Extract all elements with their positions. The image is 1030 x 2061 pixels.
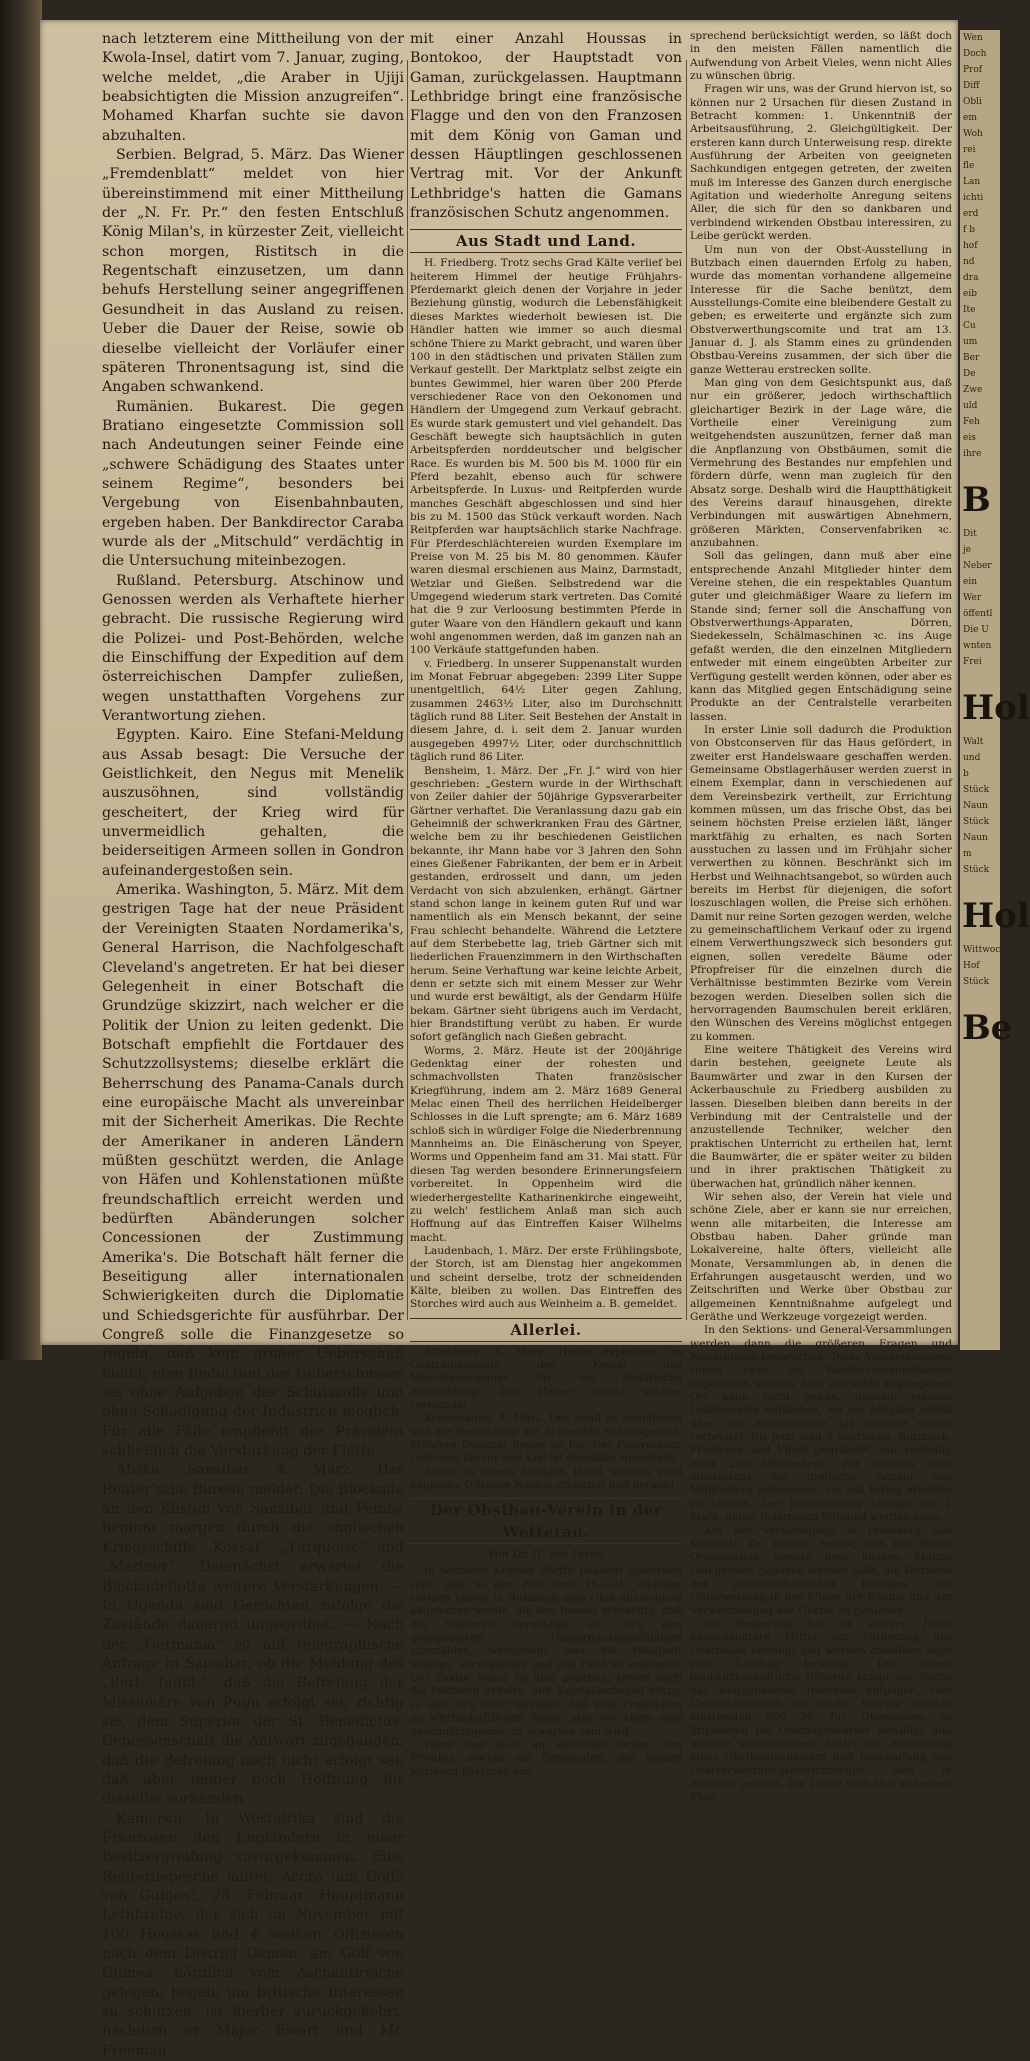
edge-text-fragment: ein <box>963 577 978 587</box>
edge-heading-fragment: Be <box>962 1008 1013 1048</box>
paragraph: Um nun von der Obst-Ausstellung in Butzbach einen dauernden Erfolg zu haben, wurde das momentan vorhandene allgemeine Interesse für die Sache benützt, dem Ausstellungs-Comite eine bleibendere Gestalt zu geben; es erweiterte und ergänzte sich zum Obstverwerthungscomite und trat am 13. Januar d. J. als Stamm eines zu gründenden Obstbau-Vereins zusammen, der sich über die ganze Wetterau erstrecken sollte. <box>690 243 952 376</box>
edge-text-fragment: fle <box>963 161 975 171</box>
edge-text-fragment: Woh <box>963 129 983 139</box>
edge-text-fragment: um <box>963 337 978 347</box>
edge-text-fragment: Zwe <box>963 385 983 395</box>
paragraph: Worms, 2. März. Heute ist der 200jährige Gedenktag einer der rohesten und schmachvollsten Thaten französischer Kriegführung, indem am 2. März 1689 General Melac einen Theil des herrlichen Heidelberger Schlosses in die Luft sprengte; am 6. März 1689 schloß sich in würdiger Folge die Niederbrennung Mannheims an. Die Einäscherung von Speyer, Worms und Oppenheim fand am 31. Mai statt. Für diesen Tag werden besondere Erinnerungsfeiern vorbereitet. In Oppenheim wird die wiederhergestellte Katharinenkirche eingeweiht, zu welch' festlichem Anlaß man sich auch Hoffnung auf das Eintreffen Kaiser Wilhelms macht. <box>410 1044 682 1244</box>
edge-text-fragment: f b <box>963 225 975 235</box>
edge-text-fragment: Hof <box>963 961 980 971</box>
edge-text-fragment: Stück <box>963 785 990 795</box>
edge-text-fragment: m <box>963 849 972 859</box>
paragraph: Soll das gelingen, dann muß aber eine entsprechende Anzahl Mitglieder hinter dem Vereine stehen, die ein respektables Quantum guter und gleichmäßiger Waare zu liefern im Stande sind; ferner soll die Anschaffung von Obstverwerthungs-Apparaten, Dörren, Siedekesseln, Schälmaschinen ꝛc. ins Auge gefaßt werden, die den einzelnen Mitgliedern entweder mit einem eingeübten Arbeiter zur Verfügung gestellt werden können, oder aber es kann das Mitglied gegen Entschädigung seine Produkte an der Centralstelle verarbeiten lassen. <box>690 550 952 723</box>
adjacent-page-edge <box>960 30 1030 1350</box>
edge-text-fragment: uld <box>963 401 978 411</box>
edge-text-fragment: b <box>963 769 969 779</box>
edge-text-fragment: Ite <box>963 305 976 315</box>
section-heading-allerlei: Allerlei. <box>410 1318 682 1342</box>
paragraph-continued: sprechend berücksichtigt werden, so läßt doch in den meisten Fällen namentlich die Aufwendung von Arbeit Vieles, wenn nicht Alles zu wünschen übrig. <box>690 30 952 83</box>
edge-text-fragment: öffentl <box>963 609 993 619</box>
edge-text-fragment: rei <box>963 145 976 155</box>
paragraph-kamerun: Kamerun. In Westafrika sind die Franzosen den Engländern in einer Besitzergreifung zuvorgekommen. Eine Reuterdepesche lautet: Accra (am Golfe von Guinea), 28. Februar. Hauptmann Lethbridge, der sich im November mit 100 Houssas und 4 weißen Offizieren nach dem District Gaman, am Golf von Guinea, nördlich vom Aschantireiche gelegen, begab, um britische Interessen zu schützen, ist hierher zurückgekehrt, nachdem er Major Ewart und Mr. Freeman <box>102 1810 404 2059</box>
column-1 <box>102 30 404 2061</box>
paragraph: In den Sektions- und General-Versammlungen werden dann die größeren Fragen und Neuerungen besprochen. Diese Versammlungen sollen zwar als Wanderversammlungen abgehalten werden, aber auf jeden abgelegenen Ort kann nicht gehen, deshalb müssen Lokalvereine entstehen, wo ein Mitglied selbst über den Baumschütze das Gehörte weiter verbreitet. Bis jetzt sind 3 Sektionen, Butzbach, Friedberg und Vilbel gegründet, mit vorläufig etwa 250 Mitgliedern. Wir müssen aber mindestens die dreifache Anzahl von Mitgliedern bekommen, um mit Erfolg arbeiten zu können. Der Jahresbeitrag beträgt nur 1 Mark, damit Jedermann Mitglied werden kann. <box>690 1324 952 1524</box>
edge-text-fragment: Frei <box>963 657 982 667</box>
edge-text-fragment: Stück <box>963 817 990 827</box>
edge-text-fragment: Feh <box>963 417 980 427</box>
article-author: Von Dr. H. von Peter. <box>488 1548 604 1562</box>
edge-heading-fragment: B <box>962 480 991 520</box>
paragraph-rumaenien: Rumänien. Bukarest. Die gegen Bratiano eingesetzte Commission soll nach Andeutungen seiner Feinde eine „schwere Schädigung des Staates unter seinem Regime“, besonders bei Vergebung von Eisenbahnbauten, ergeben haben. Der Bankdirector Caraba wurde als der „Mitschuld“ verdächtig in die Untersuchung miteinbezogen. <box>102 398 404 570</box>
edge-text-fragment: Doch <box>963 49 987 59</box>
paragraph: In weiteren Kreisen dürfte bekannt geworden sein, daß in der Zeit vom 15.—21. Oktober vorigen Jahres in Butzbach eine Obst-Ausstellung abgehalten wurde, die den Beweis erbrachte, daß die Wetterau berechtigt ist, sich den gesegneteren Obstproduktionsländern zuzuzählen, wenigstens was die Fähigkeit anlangt, vorzügliches und viel Obst zu erzeugen. Der Faktor Natur ist also gegeben, treten noch die Faktoren Arbeits- und Kapital-aufwand hinzu, so läßt sich nicht zweifeln, daß eine Produktion im wirthschaftlichen Sinne, also vor Allem eine gewinnbringende, zu erwarten sein wird. <box>410 1565 682 1738</box>
paragraph: Wir sehen also, der Verein hat viele und schöne Ziele, aber er kann sie nur erreichen, wenn alle mitarbeiten, die Interesse am Obstbau haben. Daher gründe man Lokalvereine, halte öfters, vielleicht alle Monate, Versammlungen ab, in denen die Erfahrungen ausgetauscht werden, und wo Zeitschriften und Werke über Obstbau zur allgemeinen Kenntnißnahme aufgelegt und Geräthe und Werkzeuge vorgezeigt werden. <box>690 1190 952 1323</box>
edge-text-fragment: Prof <box>963 65 983 75</box>
edge-text-fragment: Lan <box>963 177 981 187</box>
edge-text-fragment: Walt <box>963 737 984 747</box>
paragraph-amerika: Amerika. Washington, 5. März. Mit dem gestrigen Tage hat der neue Präsident der Vereinigten Staaten Nordamerika's, General Harrison, die Nachfolgeschaft Cleveland's angetreten. Er hat bei dieser Gelegenheit in einer Botschaft die Grundzüge skizzirt, nach welcher er die Politik der Union zu leiten gedenkt. Die Botschaft empfiehlt die Fortdauer des Schutzzollsystems; dieselbe erklärt die Beherrschung des Panama-Canals durch eine europäische Macht als unvereinbar mit der Sicherheit Amerikas. Die Rechte der Amerikaner in anderen Ländern müßten geschützt werden, die Anlage von Häfen und Kohlenstationen müßte freundschaftlich erreicht werden und bedürften Abänderungen solcher Concessionen der Zustimmung Amerika's. Die Botschaft hält ferner die Beseitigung aller internationalen Schwierigkeiten durch die Diplomatie und Schiedsgerichte für ausführbar. Der Congreß solle die Finanzgesetze so regeln, daß kein großer Ueberschuß bleibt, eine Reduction des Ueberschusses sei ohne Aufgeben des Schutzzolls und ohne Schädigung der Industrien möglich. Für alle Fälle empfiehlt der Präsident schließlich die Verstärkung der Flotte. <box>102 882 404 1460</box>
paragraph: Auf der Versammlung in Friedberg hob Kreisrath Dr. Braden hervor, daß mit dieser Organisation gerade dem kleinen Manne Gelegenheit gegeben werden solle, die Vortheile des gemeinschaftlichen Bezuges, der Unterweisung in der Pflege der Bäume und der Verwertheilung des Obstes zu genießen. <box>690 1524 952 1617</box>
edge-text-fragment: Neber <box>963 561 992 571</box>
edge-fragment-list <box>960 734 1000 878</box>
paragraph: nach letzterem eine Mittheilung von der Kwola-Insel, datirt vom 7. Januar, zuging, welche meldet, „die Araber in Ujiji beabsichtigten die Mission anzugreifen“. Mohamed Kharfan suchte sie davon abzuhalten. <box>102 31 404 144</box>
paragraph-serbien: Serbien. Belgrad, 5. März. Das Wiener „Fremdenblatt“ meldet von hier übereinstimmend mit einer Mittheilung der „N. Fr. Pr.“ den festen Entschluß König Milan's, in kürzester Zeit, vielleicht schon morgen, Ristitsch in die Regentschaft einzusetzen, um dann behufs Herstellung seiner angegriffenen Gesundheit in das Ausland zu reisen. Ueber die Dauer der Reise, sowie ob dieselbe vielleicht der Vorläufer einer späteren Thronentsagung ist, sind die Angaben schwankend. <box>102 147 404 396</box>
edge-text-fragment: Die U <box>963 625 989 635</box>
paragraph: Kopenhagen, 4. März. Der Sund ist zugefroren und die Verbindung mit Schweden hat aufgehört. Mehrere Dampfer liegen im Eis. Der Postverkehr zwischen Korsör und Kiel ist ebenfalls eingestellt. <box>410 1412 682 1465</box>
edge-text-fragment: Cu <box>963 321 976 331</box>
paragraph: Man ging von dem Gesichtspunkt aus, daß nur ein größerer, jedoch wirthschaftlich gleichartiger Bezirk in der Lage wäre, die Vortheile einer Vereinigung zum weitgehendsten auszunützen, ferner daß man die Anpflanzung von Obstbäumen, somit die Vermehrung des Bestandes nur empfehlen und fördern dürfe, wenn man zugleich für den Absatz sorge. Deshalb wird die Hauptthätigkeit des Vereins darauf hinausgehen, direkte Verbindungen mit auswärtigen Abnehmern, größeren Märkten, Conservenfabriken ꝛc. anzubahnen. <box>690 376 952 550</box>
edge-text-fragment: Dit <box>963 529 977 539</box>
edge-text-fragment: Diff <box>963 81 980 91</box>
edge-text-fragment: hof <box>963 241 978 251</box>
edge-text-fragment: erd <box>963 209 979 219</box>
paragraph: v. Friedberg. In unserer Suppenanstalt wurden im Monat Februar abgegeben: 2399 Liter Suppe unentgeltlich, 64½ Liter gegen Zahlung, zusammen 2463½ Liter, also im Durchschnitt täglich rund 88 Liter. Seit Bestehen der Anstalt in diesem Jahre, d. i. seit dem 2. Januar wurden ausgegeben 4997½ Liter, oder durchschnittlich täglich rund 86 Liter. <box>410 657 682 764</box>
edge-text-fragment: ichti <box>963 193 984 203</box>
edge-heading-fragment: Hol <box>962 688 1030 728</box>
edge-fragment-list <box>960 526 1000 670</box>
edge-text-fragment: wnten <box>963 641 992 651</box>
edge-text-fragment: dra <box>963 273 979 283</box>
paragraph: Eine weitere Thätigkeit des Vereins wird darin bestehen, geeignete Leute als Baumwärter und zwar in den Kursen der Ackerbauschule zu Friedberg ausbilden zu lassen. Dieselben bleiben dann bereits in der Verbindung mit der Centralstelle und der anzustellende Techniker, welcher den praktischen Unterricht zu ertheilen hat, lernt die Baumwärter, die er später weiter zu bilden und in ihrer praktischen Thätigkeit zu überwachen hat, gründlich näher kennen. <box>690 1044 952 1190</box>
column-divider <box>407 60 408 1320</box>
paragraph-egypten: Egypten. Kairo. Eine Stefani-Meldung aus Assab besagt: Die Versuche der Geistlichkeit, den Negus mit Menelik auszusöhnen, sind vollständig gescheitert, der Krieg wird für unvermeidlich gehalten, die beiderseitigen Armeen sollen in Gondron aufeinandergestoßen sein. <box>102 727 404 879</box>
paragraph: Bensheim, 1. März. Der „Fr. J.“ wird von hier geschrieben: „Gestern wurde in der Wirthschaft von Zeiler dahier der 50jährige Gypsverarbeiter Gärtner verhaftet. Die Veranlassung dazu gab ein Geheimniß der schwerkranken Frau des Gärtner, welche bem zu ihr beschiedenen Geistlichen bekannte, ihr Mann habe vor 3 Jahren den Sohn eines Gießener Fabrikanten, der bem er in Arbeit gestanden, erdrosselt und dann, um jeden Verdacht von sich abzulenken, erhängt. Gärtner stand schon lange in keinem guten Ruf und war namentlich als ein Mensch bekannt, der seine Frau schlecht behandelte. Während die Letztere auf dem Sterbebette lag, trieb Gärtner sich mit liederlichen Frauenzimmern in den Wirthschaften herum. Seine Verhaftung war keine leichte Arbeit, denn er setzte sich mit einem Messer zur Wehr und wurde erst bewältigt, als der Gendarm Hülfe bekam. Gärtner sieht übrigens auch im Verdacht, hier Brandstiftung verübt zu haben. Er wurde sofort gefänglich nach Gießen gebracht. <box>410 764 682 1044</box>
edge-text-fragment: je <box>963 545 972 555</box>
column-2 <box>410 30 682 1779</box>
edge-text-fragment: em <box>963 113 977 123</box>
column-3 <box>690 30 952 1805</box>
paragraph-russland: Rußland. Petersburg. Atschinow und Genossen werden als Verhaftete hierher gebracht. Die russische Regierung wird die Polizei- und Post-Behörden, welche die Einschiffung der Expedition auf dem österreichischen Dampfer zuließen, wegen unstatthaften Vorgehens zur Verantwortung ziehen. <box>102 572 404 725</box>
edge-text-fragment: nd <box>963 257 975 267</box>
paragraph: Die Regierung hat im vorigen Jahre ausgedehntere Mittel zur Förderung des Obstbaues verlangt und wurden dieselben auch vom Landtag bewilligt. Die Obere landwirthschaftliche Behörde bringt der Sache das weitgehendste Interesse entgegen, vom Centralausschuß der landw. Vereine wurden einstweilen 500 M. für Oberhessen zu Stipendien für Obstbaumwärter bewilligt und weitere umfänglichere Mittel zur Aufstellung eines Obstbautechnikers und Beschaffung von Obstverwerthungseinrichtungen sind in Aussicht gestellt. Die Dinge sind also in bestem Fluß. <box>690 1617 952 1804</box>
paragraph: Laudenbach, 1. März. Der erste Frühlingsbote, der Storch, ist am Dienstag hier angekommen und scheint derselbe, trotz der schneidenden Kälte, bleiben zu wollen. Das Eintreffen des Storches wird auch aus Weinheim a. B. gemeldet. <box>410 1244 682 1311</box>
edge-text-fragment: Stück <box>963 977 990 987</box>
section-heading-obstbau: Der Obstbau-Verein in der Wetterau. <box>410 1498 682 1544</box>
edge-text-fragment: eis <box>963 433 976 443</box>
paragraph: H. Friedberg. Trotz sechs Grad Kälte verlief bei heiterem Himmel der heutige Frühjahrs-Pferdemarkt gleich denen der Vorjahre in jeder Beziehung günstig, wodurch die Lebensfähigkeit dieses Marktes wiederholt bewiesen ist. Die Händler hatten wie immer so auch diesmal schöne Thiere zu Markt gebracht, und waren über 100 in den städtischen und privaten Ställen zum Verkauf gestellt. Der Marktplatz selbst zeigte ein buntes Gewimmel, hier waren über 200 Pferde verschiedener Race von den Oekonomen und Händlern der Umgegend zum Verkauf gebracht. Es wurde stark gemustert und viel gehandelt. Das Geschäft bewegte sich hauptsächlich in guten Arbeitspferden norddeutscher und belgischer Race. Es wurden bis M. 500 bis M. 1000 für ein Pferd bezahlt, ebenso auch für schwere Arbeitspferde. In Luxus- und Reitpferden wurde manches Geschäft abgeschlossen und sind hier bis zu M. 1500 das Stück verkauft worden. Nach Reitpferden war hauptsächlich starke Nachfrage. Für Pferdeschlächtereien wurden Exemplare im Preise von M. 25 bis M. 80 genommen. Käufer waren diesmal erschienen aus Mainz, Darmstadt, Wetzlar und Gießen. Selbstredend war die Umgegend wiederum stark vertreten. Das Comité hat die 9 zur Verloosung bestimmten Pferde in guter Waare von den Händlern gekauft und kann wohl angenommen werden, daß im ganzen nah an 100 Verkäufe stattgefunden haben. <box>410 257 682 657</box>
paragraph-afrika: Afrika. Sansibar, 4. März. Das Reuter'sche Bureau meldet: Die Blockade an den Küsten von Sansibar und Pemba beginnt morgen durch die englischen Kriegsschiffe „Kossal“, „Turquoise“ und „Mariner“. Demnächst erwartet die Blockadeflotte weitere Verstärkungen. — In Uganda sind Gerüchten zufolge die Zustände dauernd ungeordnet. — Nach der „Germania“ ist auf telegraphische Anfrage in Sansibar, ob die Meldung des „Berl. Tagbl.“, daß die Befreiung der Missionäre von Pugu erfolgt sei, richtig sei, dem Superior der St. Benedictus-Genossenschaft die Antwort zugegangen, daß die Befreiung noch nicht erfolgt sei, daß aber immer noch Hoffnung für dieselbe vorhanden. <box>102 1462 404 1808</box>
paragraph: Kairo. In einem hiesigen Hotel wurden zwei englische Offiziere Nachts ermordet und beraubt. <box>410 1465 682 1492</box>
edge-text-fragment: Naun <box>963 833 988 843</box>
edge-text-fragment: Naun <box>963 801 988 811</box>
edge-fragment-list <box>960 30 1000 462</box>
section-heading-stadt-land: Aus Stadt und Land. <box>410 229 682 253</box>
edge-fragment-list <box>960 942 1007 990</box>
paragraph: Fragen wir uns, was der Grund hiervon ist, so können nur 2 Ursachen für diesen Zustand in Betracht kommen: 1. Unkenntniß der Arbeitsausführung, 2. Gleichgültigkeit. Der ersteren kann durch Unterweisung resp. direkte Ausführung der Arbeiten von geeigneten Sachkundigen entgegen getreten, der zweiten muß im Interesse des Ganzen durch energische Agitation und wiederholte Anregung seitens Aller, die sich für den so dankbaren und verbindend wirkenden Obstbau interessiren, zu Leibe gerückt werden. <box>690 83 952 243</box>
edge-text-fragment: Ber <box>963 353 980 363</box>
edge-text-fragment: eib <box>963 289 977 299</box>
column-divider <box>686 60 687 1320</box>
paragraph: Wenn nun auch an einzelnen Orten, von Privaten sowohl als Gemeinden, die beiden letzteren Faktoren ent- <box>410 1738 682 1778</box>
edge-text-fragment: ihre <box>963 449 982 459</box>
edge-text-fragment: Wittwoch <box>963 945 1007 955</box>
edge-text-fragment: Wen <box>963 33 983 43</box>
edge-heading-fragment: Hol <box>962 896 1030 936</box>
paragraph: Straßburg, 4. März. Heute explodirte im Centralbahnhofe der Kessel des Maschinenraumes für die elektrische Beleuchtung. Der Heizer wurde schwer verwundet. <box>410 1345 682 1411</box>
paragraph: In erster Linie soll dadurch die Produktion von Obstconserven für das Haus gefördert, in zweiter erst Handelswaare geschaffen werden. Gemeinsame Obstlagerhäuser werden zuerst in einem Exemplar, dann in verschiedenen auf dem Vereinsbezirk vertheilt, zur Errichtung kommen müssen, um das frische Obst, das bei seinem höchsten Preise erzielen läßt, länger marktfähig zu erhalten, es nach Sorten ausstuchen zu lassen und im Frühjahr sicher verwerthen zu können. Beschränkt sich im Herbst und Weihnachtsangebot, so würden auch bereits im Herbst für diejenigen, die sofort loszuschlagen wollen, die Preise sich erhöhen. Damit nur reine Sorten gezogen werden, welche zu gemeinschaftlichem Verkauf oder zu irgend einem Verwerthungszweck sich besonders gut eignen, sollen veredelte Bäume oder Pfropfreiser für die einzelnen durch die Verhältnisse bestimmten Bezirke vom Verein bezogen werden. Dieselben sollen sich die hervorragenden Baumschulen bereit erklären, den Wünschen des Vereins möglichst entgegen zu kommen. <box>690 723 952 1043</box>
edge-text-fragment: Stück <box>963 865 990 875</box>
edge-text-fragment: Wer <box>963 593 982 603</box>
edge-text-fragment: De <box>963 369 976 379</box>
edge-text-fragment: und <box>963 753 981 763</box>
paragraph-continued: mit einer Anzahl Houssas in Bontokoo, der Hauptstadt von Gaman, zurückgelassen. Hauptmann Lethbridge bringt eine französische Flagge und den von den Franzosen mit dem König von Gaman und dessen Häuptlingen geschlossenen Vertrag mit. Vor der Ankunft Lethbridge's hatten die Gamans französischen Schutz angenommen. <box>410 31 682 222</box>
book-spine <box>0 0 42 1360</box>
edge-text-fragment: Obli <box>963 97 982 107</box>
